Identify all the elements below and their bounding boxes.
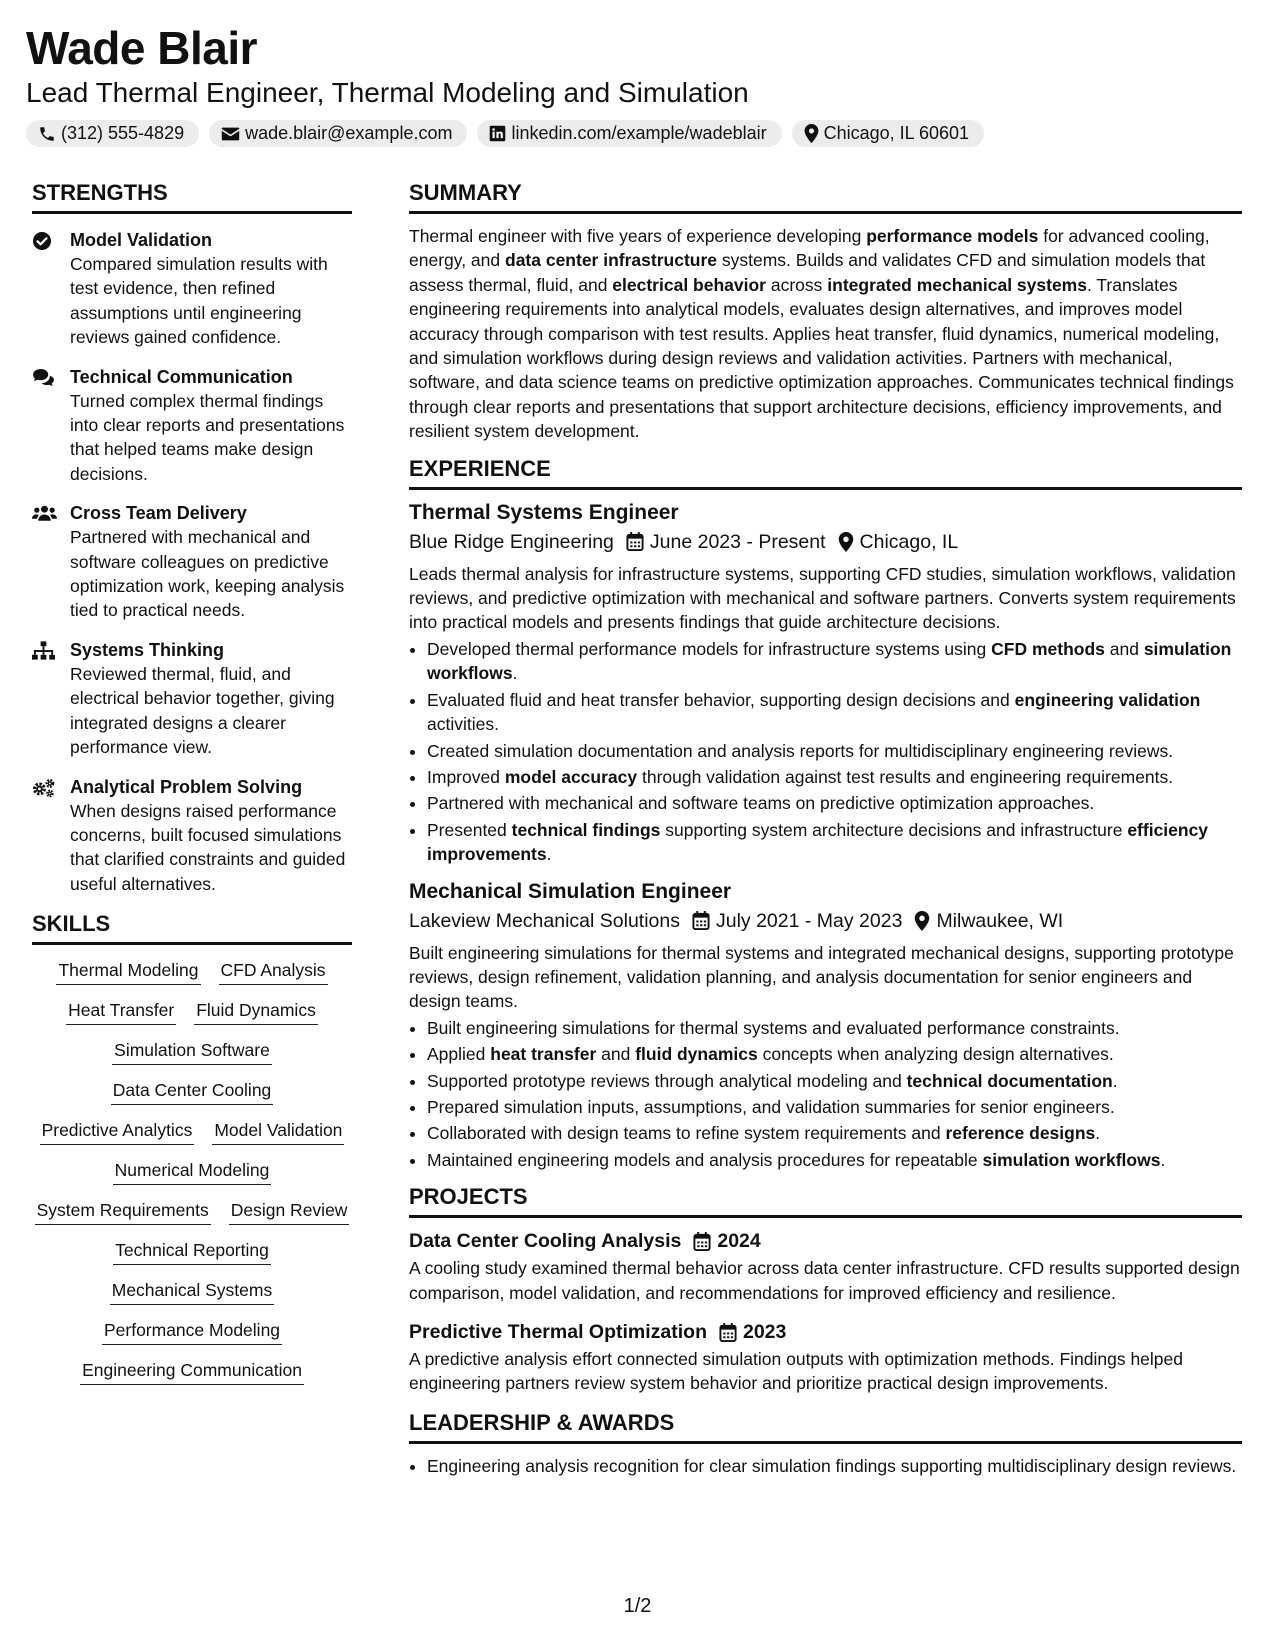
- strength-description: When designs raised performance concerns, built focused simulations that clarified constraints and guided useful alternatives.: [70, 800, 346, 894]
- users-icon: [32, 501, 70, 623]
- project-description: A cooling study examined thermal behavior across data center infrastructure. CFD results supported design comparison, model validation, and recommendations for improved efficiency and resilience.: [409, 1258, 1240, 1303]
- emphasis-text: technical findings: [511, 819, 661, 840]
- text-run: Thermal engineer with five years of experience developing: [409, 226, 867, 246]
- company-name: Blue Ridge Engineering: [409, 530, 614, 553]
- text-run: Applied: [427, 1044, 491, 1065]
- contact-location[interactable]: [792, 120, 984, 147]
- calendar-icon: [626, 532, 644, 551]
- map-pin-icon: [914, 911, 930, 931]
- calendar-icon: [719, 1323, 737, 1342]
- text-run: . Translates engineering requirements into analytical models, evaluates design alternatives, and improves model accuracy through comparison with test results. Applies heat transfer, fluid dynamics, numerical modeling, and simulation workflows during design reviews and validation activities. Partners with mechanical, software, and data science teams on predictive optimization approaches. Communicates technical findings through clear reports and presentations that support architecture decisions, efficiency improvements, and resilient system development.: [409, 274, 1234, 442]
- check-circle-icon: [32, 228, 70, 350]
- project-year: 2023: [742, 1321, 787, 1343]
- calendar-icon: [692, 911, 710, 930]
- strength-title: Cross Team Delivery: [70, 503, 247, 524]
- text-run: systems. Builds and validates CFD and simulation models that assess thermal, fluid, and: [409, 250, 1206, 295]
- skill-tag: Heat Transfer: [66, 999, 176, 1025]
- text-run: Created simulation documentation and analysis reports for multidisciplinary engineering reviews.: [427, 740, 1174, 761]
- job-dates: July 2021 - May 2023: [715, 909, 903, 932]
- bullet-item: [427, 1069, 1242, 1093]
- emphasis-text: fluid dynamics: [635, 1044, 758, 1065]
- phone-text: (312) 555-4829: [61, 123, 185, 143]
- text-run: Evaluated fluid and heat transfer behavior, supporting design decisions and: [427, 689, 1015, 710]
- left-column: [32, 180, 352, 1385]
- project-year: 2024: [717, 1230, 761, 1253]
- text-run: and: [1104, 638, 1144, 659]
- emphasis-text: simulation workflows: [427, 638, 1232, 684]
- skill-tag: Technical Reporting: [113, 1239, 271, 1265]
- emphasis-text: CFD methods: [991, 638, 1105, 659]
- projects-heading: PROJECTS: [409, 1184, 1242, 1218]
- project-entry: [409, 1228, 1242, 1305]
- candidate-title: Lead Thermal Engineer, Thermal Modeling and Simulation: [26, 77, 749, 108]
- map-pin-icon: [838, 532, 854, 552]
- emphasis-text: electrical behavior: [612, 274, 766, 295]
- job-meta: [409, 908, 1242, 934]
- project-title: Predictive Thermal Optimization: [409, 1321, 707, 1343]
- text-run: concepts when analyzing design alternatives.: [757, 1044, 1114, 1065]
- skill-tag: Simulation Software: [112, 1039, 272, 1065]
- chat-bubbles-icon: [32, 365, 70, 487]
- text-run: activities.: [427, 714, 499, 735]
- strength-description: Turned complex thermal findings into clear reports and presentations that helped teams make design decisions.: [70, 390, 345, 484]
- job-entry: [409, 879, 1242, 1173]
- job-location: Chicago, IL: [859, 530, 959, 553]
- email-text: wade.blair@example.com: [245, 123, 453, 143]
- project-title-row: [409, 1319, 1242, 1345]
- strength-title: Analytical Problem Solving: [70, 776, 303, 797]
- strengths-list: [32, 224, 352, 896]
- strength-title: Systems Thinking: [70, 639, 225, 660]
- bullet-item: [427, 1042, 1242, 1066]
- text-run: through validation against test results and engineering requirements.: [637, 766, 1174, 787]
- job-meta: [409, 529, 1242, 555]
- skill-tag: System Requirements: [35, 1199, 211, 1225]
- contact-phone[interactable]: [26, 120, 199, 147]
- summary-paragraph: [409, 224, 1242, 444]
- calendar-icon: [693, 1232, 711, 1251]
- strength-description: Reviewed thermal, fluid, and electrical behavior together, giving integrated designs a clearer performance view.: [70, 663, 335, 758]
- experience-heading: EXPERIENCE: [409, 456, 1242, 490]
- phone-icon: [38, 125, 56, 143]
- linkedin-icon: [489, 125, 506, 142]
- bullet-item: [427, 1095, 1242, 1119]
- skills-list: [32, 955, 352, 1385]
- emphasis-text: heat transfer: [490, 1044, 597, 1065]
- bullet-item: [427, 765, 1242, 789]
- linkedin-text: linkedin.com/example/wadeblair: [511, 123, 767, 143]
- text-run: Prepared simulation inputs, assumptions, and validation summaries for senior engineers.: [427, 1096, 1115, 1117]
- project-entry: [409, 1319, 1242, 1396]
- project-title-row: [409, 1228, 1242, 1254]
- bullet-item: [427, 1016, 1242, 1040]
- text-run: Developed thermal performance models for infrastructure systems using: [427, 638, 992, 659]
- skill-tag: Engineering Communication: [80, 1359, 304, 1385]
- award-item: • Engineering analysis recognition for clear simulation findings supporting multidisciplinary design reviews.: [427, 1454, 1242, 1478]
- strength-item: [32, 228, 352, 350]
- skill-tag: Predictive Analytics: [40, 1119, 195, 1145]
- text-run: Supported prototype reviews through analytical modeling and: [427, 1070, 907, 1091]
- bullet-item: [427, 739, 1242, 763]
- right-column: [409, 180, 1242, 1490]
- emphasis-text: integrated mechanical systems: [827, 274, 1087, 295]
- contact-email[interactable]: [209, 120, 467, 147]
- skill-tag: Performance Modeling: [102, 1319, 282, 1345]
- strength-item: [32, 775, 352, 897]
- strength-item: [32, 638, 352, 760]
- strength-description: Compared simulation results with test evidence, then refined assumptions until engineering reviews gained confidence.: [70, 254, 328, 348]
- job-title: Mechanical Simulation Engineer: [409, 879, 732, 903]
- job-title: Thermal Systems Engineer: [409, 500, 679, 524]
- text-run: .: [512, 663, 518, 684]
- contact-linkedin[interactable]: [477, 120, 781, 147]
- bullet-item: [427, 1148, 1242, 1172]
- text-run: and: [596, 1044, 636, 1065]
- strength-item: [32, 365, 352, 487]
- sitemap-icon: [32, 638, 70, 760]
- page-number: 1/2: [623, 1595, 652, 1617]
- job-dates: June 2023 - Present: [649, 530, 826, 553]
- summary-heading: SUMMARY: [409, 180, 1242, 214]
- text-run: Partnered with mechanical and software teams on predictive optimization approaches.: [427, 793, 1095, 814]
- strength-title: Model Validation: [70, 230, 213, 250]
- map-pin-icon: [804, 124, 819, 143]
- text-run: .: [1095, 1123, 1101, 1144]
- job-bullets: [409, 637, 1242, 867]
- envelope-icon: [221, 126, 240, 142]
- skill-tag: Model Validation: [212, 1119, 344, 1145]
- bullet-item: [427, 637, 1242, 686]
- text-run: Improved: [427, 766, 505, 787]
- text-run: supporting system architecture decisions and infrastructure: [660, 819, 1128, 840]
- emphasis-text: simulation workflows: [982, 1149, 1161, 1170]
- emphasis-text: technical documentation: [906, 1070, 1113, 1091]
- location-text: Chicago, IL 60601: [823, 123, 970, 143]
- project-title: Data Center Cooling Analysis: [409, 1230, 682, 1253]
- emphasis-text: data center infrastructure: [505, 250, 718, 271]
- project-description: A predictive analysis effort connected simulation outputs with optimization methods. Findings helped engineering partners review system behavior and prioritize practical design improvements.: [409, 1349, 1183, 1394]
- text-run: Collaborated with design teams to refine system requirements and: [427, 1123, 946, 1144]
- job-summary: Leads thermal analysis for infrastructure systems, supporting CFD studies, simulation workflows, validation reviews, and predictive optimization with mechanical and software partners. Converts system requirements into practical models and presents findings that guide architecture decisions.: [409, 563, 1236, 633]
- company-name: Lakeview Mechanical Solutions: [409, 909, 680, 932]
- emphasis-text: reference designs: [945, 1123, 1096, 1144]
- skill-tag: Design Review: [229, 1199, 350, 1225]
- job-location: Milwaukee, WI: [936, 909, 1064, 932]
- strength-title: Technical Communication: [70, 366, 293, 387]
- skill-tag: Data Center Cooling: [111, 1079, 274, 1105]
- gears-icon: [32, 775, 70, 897]
- emphasis-text: model accuracy: [504, 766, 638, 787]
- skill-tag: Mechanical Systems: [110, 1279, 274, 1305]
- awards-heading: LEADERSHIP & AWARDS: [409, 1410, 1242, 1444]
- skill-tag: Thermal Modeling: [56, 959, 200, 985]
- skill-tag: Fluid Dynamics: [194, 999, 318, 1025]
- contact-bar: [26, 120, 1246, 147]
- emphasis-text: engineering validation: [1014, 689, 1201, 710]
- bullet-item: [427, 688, 1242, 737]
- emphasis-text: efficiency improvements: [427, 819, 1209, 865]
- awards-list: [409, 1454, 1242, 1478]
- job-entry: [409, 500, 1242, 867]
- text-run: for advanced cooling, energy, and: [409, 226, 1210, 271]
- strengths-heading: STRENGTHS: [32, 180, 352, 214]
- strength-item: [32, 501, 352, 623]
- text-run: .: [546, 844, 552, 865]
- text-run: Built engineering simulations for thermal systems and evaluated performance constraints.: [427, 1017, 1120, 1038]
- text-run: across: [766, 274, 828, 295]
- job-summary: Built engineering simulations for thermal systems and integrated mechanical designs, supporting prototype reviews, design refinement, validation planning, and analysis documentation for senior engineers and design teams.: [409, 942, 1234, 1012]
- skills-heading: SKILLS: [32, 911, 352, 945]
- job-bullets: [409, 1016, 1242, 1172]
- skill-tag: Numerical Modeling: [113, 1159, 272, 1185]
- strength-description: Partnered with mechanical and software colleagues on predictive optimization work, keeping analysis tied to practical needs.: [70, 527, 345, 621]
- text-run: .: [1112, 1070, 1118, 1091]
- text-run: Presented: [427, 819, 512, 840]
- resume-header: [26, 22, 1246, 147]
- text-run: .: [1160, 1149, 1166, 1170]
- bullet-item: [427, 818, 1242, 867]
- emphasis-text: performance models: [866, 226, 1039, 246]
- candidate-name: Wade Blair: [26, 22, 258, 74]
- text-run: Maintained engineering models and analysis procedures for repeatable: [427, 1149, 983, 1170]
- bullet-item: [427, 791, 1242, 815]
- bullet-item: [427, 1121, 1242, 1145]
- skill-tag: CFD Analysis: [219, 959, 328, 985]
